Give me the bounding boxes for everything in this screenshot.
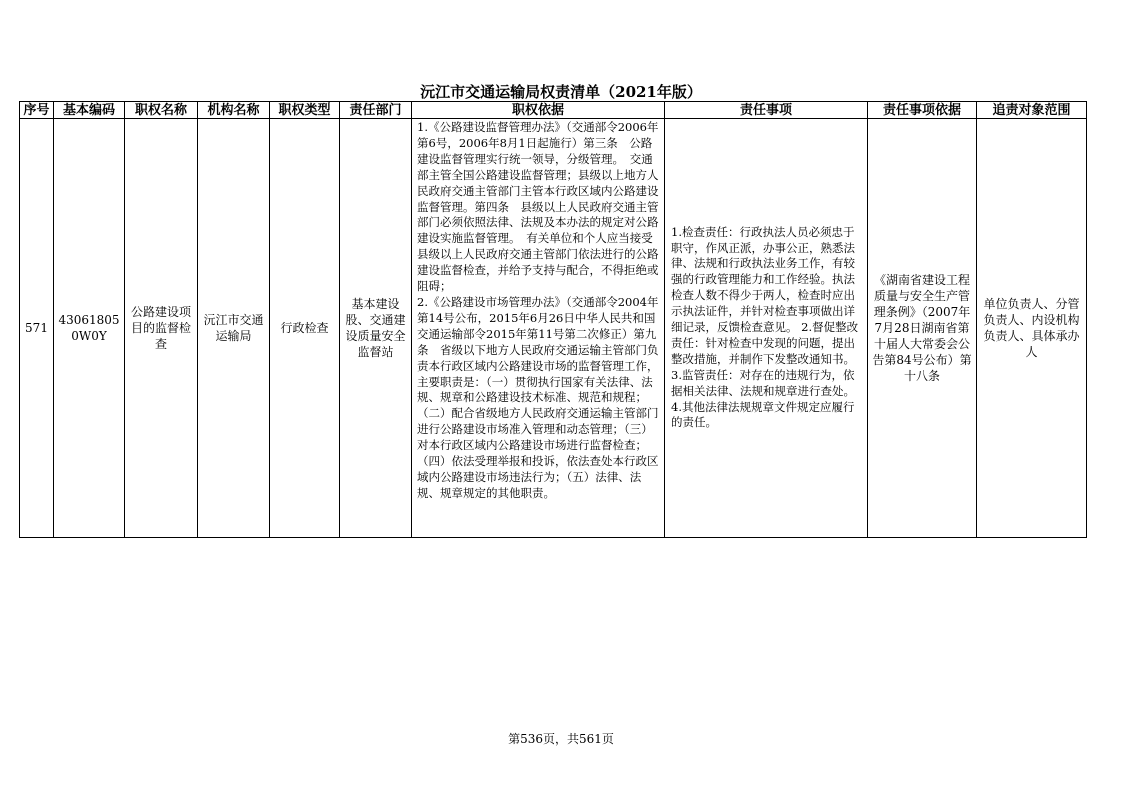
cell-basis: 1.《公路建设监督管理办法》（交通部令2006年第6号，2006年8月1日起施行）第三条 公路建设监督管理实行统一领导，分级管理。 交通部主管全国公路建设监督管理；县级以上地方人民政府交通主管部门主管本行政区域内公路建设监督管理。第四条 县级以上人民政府交通主管部门必须依照法律、法规及本办法的规定对公路建设实施监督管理。 有关单位和个人应当接受县级以上人民政府交通主管部门依法进行的公路建设监督检查，并给予支持与配合，不得拒绝或阻碍； 2.《公路建设市场管理办法》（交通部令2004年第14号公布，2015年6月26日中华人民共和国交通运输部令2015年第11号第二次修正）第九条 省级以下地方人民政府交通运输主管部门负责本行政区域内公路建设市场的监督管理工作，主要职责是：（一）贯彻执行国家有关法律、法规、规章和公路建设技术标准、规范和规程；（二）配合省级地方人民政府交通运输主管部门进行公路建设市场准入管理和动态管理；（三）对本行政区域内公路建设市场进行监督检查；（四）依法受理举报和投诉，依法查处本行政区域内公路建设市场违法行为；（五）法律、法规、规章规定的其他职责。 bbox=[417, 120, 659, 500]
header-power-type: 职权类型 bbox=[270, 102, 340, 119]
header-power-name: 职权名称 bbox=[125, 102, 198, 119]
cell-org-name: 沅江市交通运输局 bbox=[198, 119, 270, 538]
header-org-name: 机构名称 bbox=[198, 102, 270, 119]
table-header-row bbox=[20, 102, 1087, 119]
responsibility-table bbox=[19, 101, 1087, 538]
header-index: 序号 bbox=[20, 102, 54, 119]
cell-duty-container bbox=[665, 119, 868, 538]
cell-duty-basis: 《湖南省建设工程质量与安全生产管理条例》（2007年7月28日湖南省第十届人大常委会公告第84号公布）第十八条 bbox=[868, 119, 977, 538]
cell-power-name: 公路建设项目的监督检查 bbox=[125, 119, 198, 538]
document-title: 沅江市交通运输局权责清单（2021年版） bbox=[420, 83, 702, 101]
cell-dept: 基本建设股、交通建设质量安全监督站 bbox=[340, 119, 412, 538]
cell-code: 430618050W0Y bbox=[54, 119, 125, 538]
cell-power-type: 行政检查 bbox=[270, 119, 340, 538]
header-basis: 职权依据 bbox=[412, 102, 665, 119]
header-dept: 责任部门 bbox=[340, 102, 412, 119]
header-code: 基本编码 bbox=[54, 102, 125, 119]
cell-basis-container bbox=[412, 119, 665, 538]
header-accountability: 追责对象范围 bbox=[977, 102, 1087, 119]
cell-index: 571 bbox=[20, 119, 54, 538]
cell-duty: 1.检查责任：行政执法人员必须忠于职守，作风正派，办事公正，熟悉法律、法规和行政执法业务工作，有较强的行政管理能力和工作经验。执法检查人数不得少于两人，检查时应出示执法证件，并针对检查事项做出详细记录，反馈检查意见。 2.督促整改责任：针对检查中发现的问题，提出整改措施，并制作下发整改通知书。 3.监管责任：对存在的违规行为，依据相关法律、法规和规章进行查处。 4.其他法律法规规章文件规定应履行的责任。 bbox=[671, 224, 859, 430]
cell-accountability: 单位负责人、分管负责人、内设机构负责人、具体承办人 bbox=[977, 119, 1087, 538]
table-row bbox=[20, 119, 1087, 538]
page-footer: 第536页，共561页 bbox=[508, 732, 614, 746]
header-duty: 责任事项 bbox=[665, 102, 868, 119]
header-duty-basis: 责任事项依据 bbox=[868, 102, 977, 119]
